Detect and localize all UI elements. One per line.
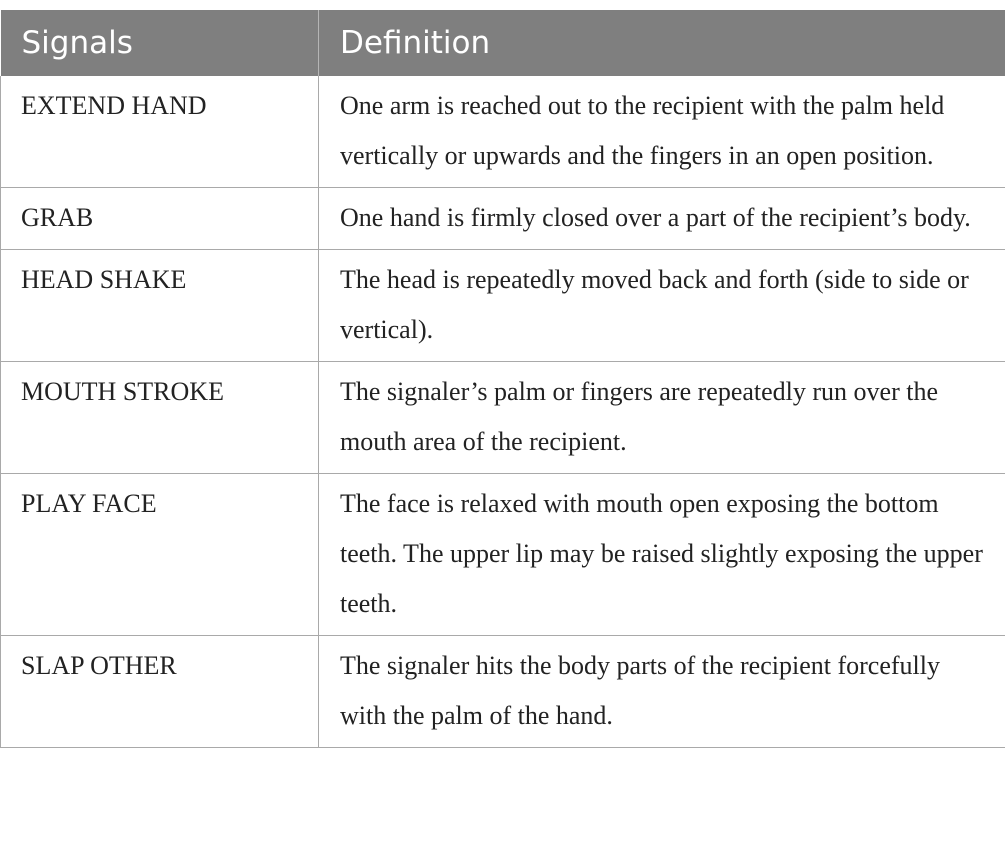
- definition-cell: The head is repeatedly moved back and forth (side to side or vertical).: [319, 250, 1005, 362]
- table-header: [1, 10, 1005, 76]
- definition-cell: One hand is firmly closed over a part of the recipient’s body.: [319, 188, 1005, 250]
- definition-cell: One arm is reached out to the recipient with the palm held vertically or upwards and the fingers in an open position.: [319, 76, 1005, 188]
- column-header-signals: Signals: [1, 10, 319, 76]
- signal-cell: SLAP OTHER: [1, 636, 319, 748]
- table-row: [1, 250, 1005, 362]
- signal-cell: HEAD SHAKE: [1, 250, 319, 362]
- table-body: [1, 76, 1005, 748]
- definition-cell: The signaler’s palm or fingers are repeatedly run over the mouth area of the recipient.: [319, 362, 1005, 474]
- signals-table-container: [0, 10, 1005, 748]
- signal-cell: GRAB: [1, 188, 319, 250]
- definition-cell: The face is relaxed with mouth open exposing the bottom teeth. The upper lip may be raised slightly exposing the upper teeth.: [319, 474, 1005, 636]
- table-row: [1, 362, 1005, 474]
- definition-cell: The signaler hits the body parts of the recipient forcefully with the palm of the hand.: [319, 636, 1005, 748]
- column-header-definition: Definition: [319, 10, 1005, 76]
- signal-cell: MOUTH STROKE: [1, 362, 319, 474]
- header-row: [1, 10, 1005, 76]
- table-row: [1, 474, 1005, 636]
- table-row: [1, 76, 1005, 188]
- signals-table: [0, 10, 1005, 748]
- signal-cell: EXTEND HAND: [1, 76, 319, 188]
- signal-cell: PLAY FACE: [1, 474, 319, 636]
- table-row: [1, 636, 1005, 748]
- table-row: [1, 188, 1005, 250]
